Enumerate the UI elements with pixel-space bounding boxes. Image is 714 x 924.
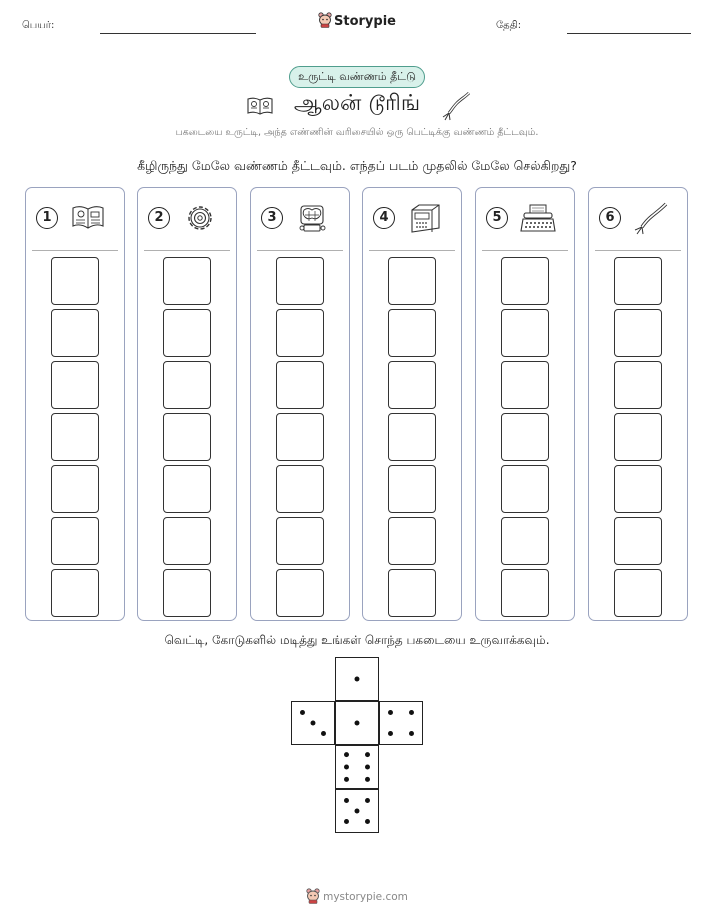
color-box[interactable] xyxy=(163,569,211,617)
column-number: 6 xyxy=(599,207,621,229)
column-number: 1 xyxy=(36,207,58,229)
color-box[interactable] xyxy=(614,569,662,617)
cable-icon xyxy=(633,202,669,240)
color-box[interactable] xyxy=(163,257,211,305)
color-box[interactable] xyxy=(276,517,324,565)
dice-face-1 xyxy=(335,657,379,701)
color-box[interactable] xyxy=(276,309,324,357)
column-5 xyxy=(475,187,575,621)
color-box[interactable] xyxy=(614,517,662,565)
color-box[interactable] xyxy=(388,413,436,461)
color-box[interactable] xyxy=(51,257,99,305)
color-box[interactable] xyxy=(388,257,436,305)
column-number: 3 xyxy=(261,207,283,229)
color-box[interactable] xyxy=(614,257,662,305)
date-label: தேதி: xyxy=(496,20,522,31)
color-box[interactable] xyxy=(501,413,549,461)
color-box[interactable] xyxy=(51,517,99,565)
color-box[interactable] xyxy=(51,569,99,617)
color-box[interactable] xyxy=(276,361,324,409)
activity-badge: உருட்டி வண்ணம் தீட்டு xyxy=(289,66,425,88)
color-box[interactable] xyxy=(276,569,324,617)
color-box[interactable] xyxy=(51,465,99,513)
storypie-mascot-icon xyxy=(306,888,320,904)
color-box[interactable] xyxy=(501,361,549,409)
dice-face-6 xyxy=(335,745,379,789)
name-label: பெயர்: xyxy=(22,20,55,31)
dice-face-3 xyxy=(291,701,335,745)
book-icon xyxy=(70,202,106,240)
column-4 xyxy=(362,187,462,621)
color-box[interactable] xyxy=(501,257,549,305)
brand-logo xyxy=(0,12,714,29)
color-box[interactable] xyxy=(614,465,662,513)
color-box[interactable] xyxy=(388,309,436,357)
color-box[interactable] xyxy=(501,309,549,357)
color-box[interactable] xyxy=(276,413,324,461)
dice-face-4 xyxy=(379,701,423,745)
column-divider xyxy=(595,250,681,251)
color-box[interactable] xyxy=(501,569,549,617)
typewriter-icon xyxy=(520,202,556,240)
color-box[interactable] xyxy=(501,517,549,565)
column-divider xyxy=(144,250,230,251)
column-2 xyxy=(137,187,237,621)
gear-icon xyxy=(182,202,218,240)
dice-face-5 xyxy=(335,789,379,833)
color-box[interactable] xyxy=(163,413,211,461)
brand-name: Storypie xyxy=(334,14,396,29)
color-box[interactable] xyxy=(388,465,436,513)
color-box[interactable] xyxy=(614,361,662,409)
color-box[interactable] xyxy=(501,465,549,513)
color-box[interactable] xyxy=(276,465,324,513)
color-box[interactable] xyxy=(51,361,99,409)
column-divider xyxy=(482,250,568,251)
color-box[interactable] xyxy=(388,517,436,565)
column-divider xyxy=(257,250,343,251)
column-number: 4 xyxy=(373,207,395,229)
storypie-mascot-icon xyxy=(318,12,332,28)
cable-icon xyxy=(441,91,471,125)
footer-url: mystorypie.com xyxy=(323,891,408,903)
enigma-machine-icon xyxy=(407,202,443,240)
footer xyxy=(0,888,714,904)
column-6 xyxy=(588,187,688,621)
column-number: 2 xyxy=(148,207,170,229)
name-line[interactable] xyxy=(100,33,256,34)
color-box[interactable] xyxy=(388,361,436,409)
column-number: 5 xyxy=(486,207,508,229)
cut-instruction: வெட்டி, கோடுகளில் மடித்து உங்கள் சொந்த பகடையை உருவாக்கவும். xyxy=(164,633,550,647)
color-box[interactable] xyxy=(163,517,211,565)
color-box[interactable] xyxy=(614,309,662,357)
color-box[interactable] xyxy=(276,257,324,305)
computer-brain-icon xyxy=(295,202,331,240)
column-divider xyxy=(32,250,118,251)
color-box[interactable] xyxy=(51,413,99,461)
color-box[interactable] xyxy=(51,309,99,357)
color-box[interactable] xyxy=(388,569,436,617)
column-3 xyxy=(250,187,350,621)
color-box[interactable] xyxy=(163,465,211,513)
subtitle: பகடையை உருட்டி, அந்த எண்ணின் வரிசையில் ஒரு பெட்டிக்கு வண்ணம் தீட்டவும். xyxy=(175,127,539,138)
page-title: ஆலன் டூரிங் xyxy=(293,91,421,116)
color-box[interactable] xyxy=(163,309,211,357)
instruction: கீழிருந்து மேலே வண்ணம் தீட்டவும். எந்தப் படம் முதலில் மேலே செல்கிறது? xyxy=(137,158,577,173)
column-1 xyxy=(25,187,125,621)
color-box[interactable] xyxy=(614,413,662,461)
color-box[interactable] xyxy=(163,361,211,409)
column-divider xyxy=(369,250,455,251)
dice-face-1 xyxy=(335,701,379,745)
date-line[interactable] xyxy=(567,33,691,34)
